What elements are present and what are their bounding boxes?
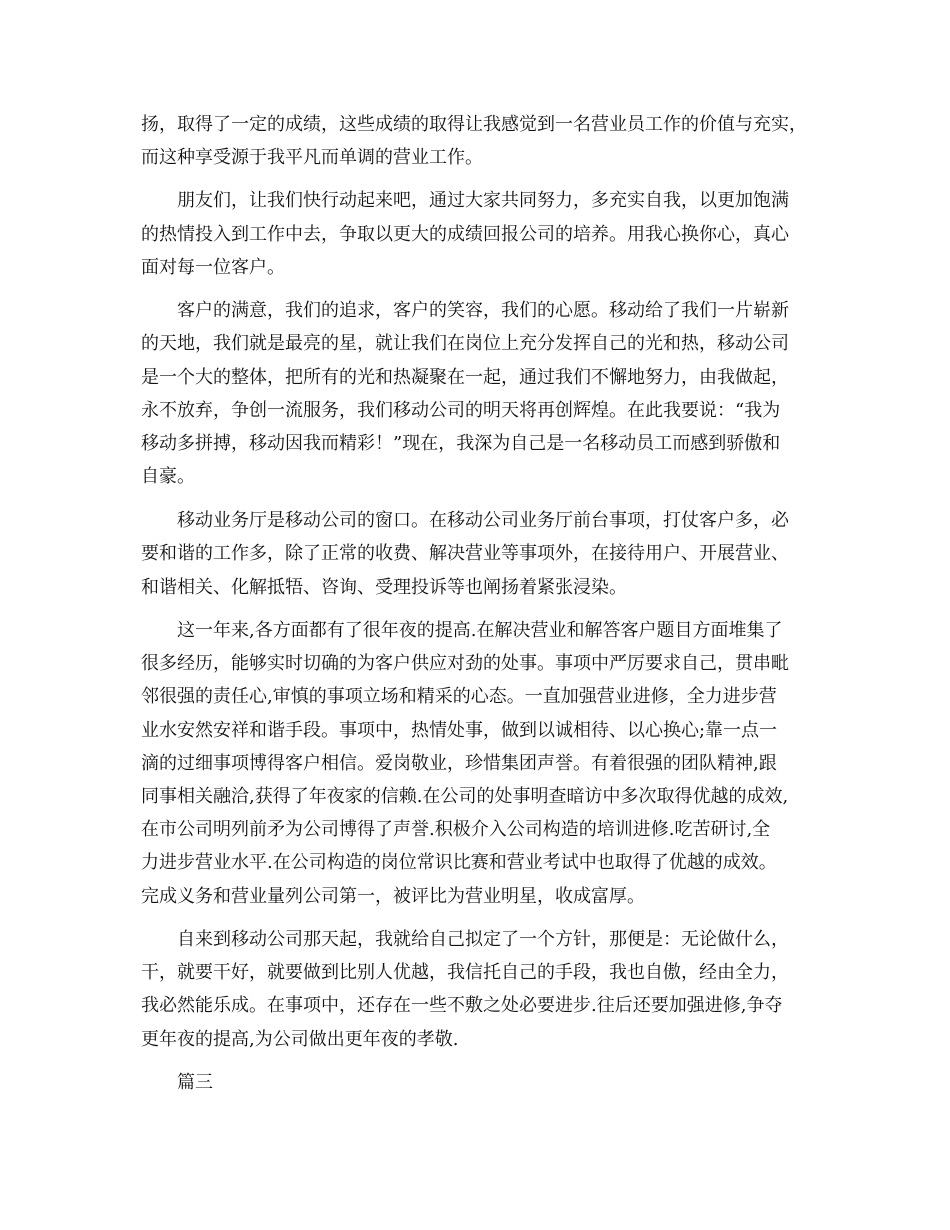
- text-line: 的热情投入到工作中去，争取以更大的成绩回报公司的培养。用我心换你心，真心: [141, 224, 789, 245]
- text-line: 而这种享受源于我平凡而单调的营业工作。: [141, 147, 483, 168]
- text-line: 的天地，我们就是最亮的星，就让我们在岗位上充分发挥自己的光和热，移动公司: [141, 333, 789, 354]
- text-line: 自来到移动公司那天起，我就给自己拟定了一个方针，那便是：无论做什么，: [177, 929, 789, 950]
- text-line: 很多经历，能够实时切确的为客户供应对劲的处事。事项中严厉要求自己，贯串毗: [141, 653, 789, 674]
- text-line: 移动业务厅是移动公司的窗口。在移动公司业务厅前台事项，打仗客户多，必: [177, 510, 789, 531]
- text-line: 更年夜的提高,为公司做出更年夜的孝敬.: [141, 1029, 459, 1050]
- text-line: 在市公司明列前矛为公司博得了声誉.积极介入公司构造的培训进修.吃苦研讨,全: [141, 819, 771, 840]
- text-line: 完成义务和营业量列公司第一，被评比为营业明星，收成富厚。: [141, 886, 645, 907]
- text-line: 自豪。: [141, 466, 195, 487]
- text-line: 同事相关融洽,获得了年夜家的信赖.在公司的处事明查暗访中多次取得优越的成效,: [141, 786, 789, 807]
- text-line: 扬，取得了一定的成绩，这些成绩的取得让我感觉到一名营业员工作的价值与充实，: [141, 114, 807, 135]
- text-line: 力进步营业水平.在公司构造的岗位常识比赛和营业考试中也取得了优越的成效。: [141, 852, 777, 873]
- text-line: 是一个大的整体，把所有的光和热凝聚在一起，通过我们不懈地努力，由我做起，: [141, 367, 789, 388]
- text-line: 干，就要干好，就要做到比别人优越，我信托自己的手段，我也自傲，经由全力，: [141, 962, 789, 983]
- text-line: 永不放弃，争创一流服务，我们移动公司的明天将再创辉煌。在此我要说：“我为: [141, 400, 781, 421]
- text-line: 业水安然安祥和谐手段。事项中，热情处事，做到以诚相待、以心换心;靠一点一: [141, 720, 778, 741]
- text-line: 面对每一位客户。: [141, 257, 285, 278]
- section-heading: 篇三: [177, 1072, 213, 1093]
- text-line: 滴的过细事项博得客户相信。爱岗敬业，珍惜集团声誉。有着很强的团队精神,跟: [141, 753, 777, 774]
- text-line: 移动多拼搏，移动因我而精彩！”现在，我深为自己是一名移动员工而感到骄傲和: [141, 433, 781, 454]
- text-line: 朋友们，让我们快行动起来吧，通过大家共同努力，多充实自我，以更加饱满: [177, 190, 789, 211]
- text-line: 和谐相关、化解抵牾、咨询、受理投诉等也阐扬着紧张浸染。: [141, 577, 627, 598]
- text-line: 客户的满意，我们的追求，客户的笑容，我们的心愿。移动给了我们一片崭新: [177, 300, 789, 321]
- text-line: 邻很强的责任心,审慎的事项立场和精采的心态。一直加强营业进修，全力进步营: [141, 686, 777, 707]
- text-line: 这一年来,各方面都有了很年夜的提高.在解决营业和解答客户题目方面堆集了: [177, 620, 783, 641]
- text-line: 要和谐的工作多，除了正常的收费、解决营业等事项外，在接待用户、开展营业、: [141, 543, 789, 564]
- text-line: 我必然能乐成。在事项中，还存在一些不敷之处必要进步.往后还要加强进修,争夺: [141, 995, 783, 1016]
